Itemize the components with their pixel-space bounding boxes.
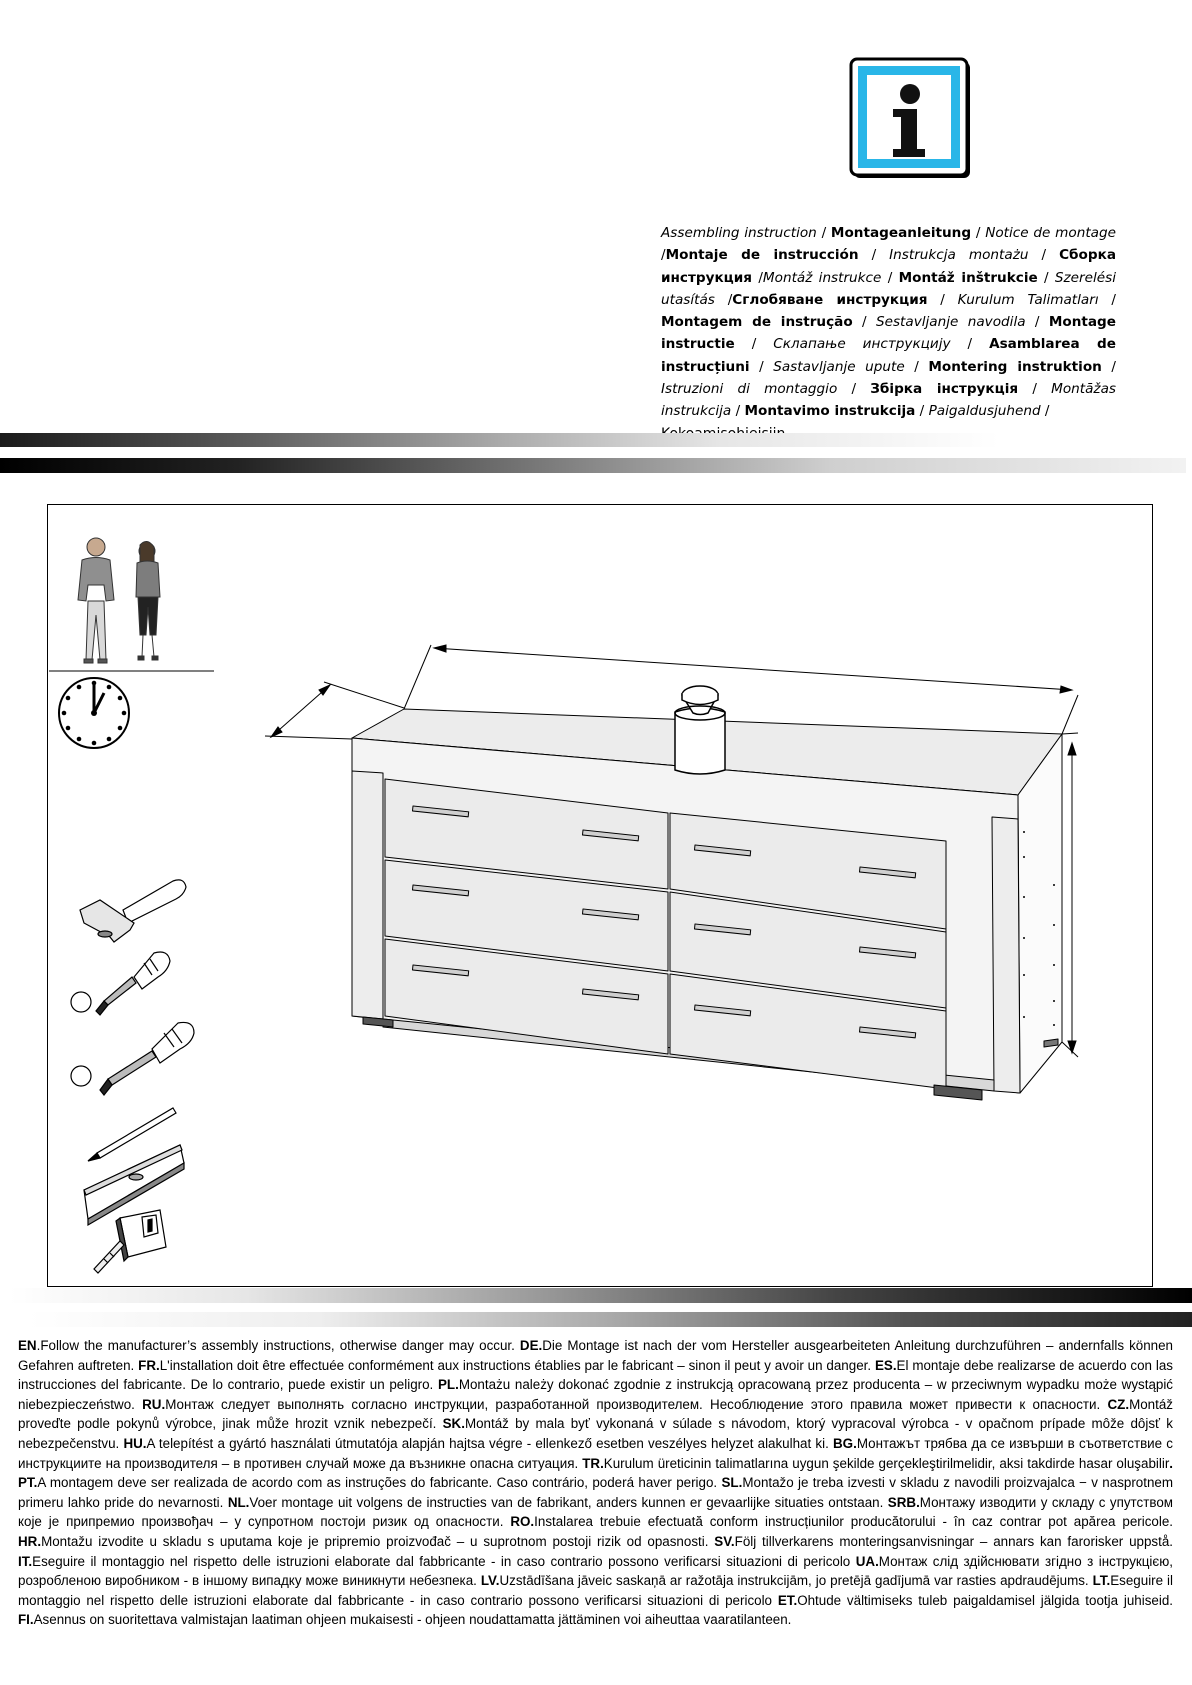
disclaimer-text: Монтаж слід здійснювати згідно з інструкцією, розробленою виробником - в іншому випадку може виникнути небезпека. [18, 1553, 1174, 1589]
disclaimer-text: Kurulum üreticinin talimatlarına uygun şekilde gerçekleştirilmelidir, aksi takdirde hasar oluşabilir [603, 1455, 1170, 1471]
language-code: LT. [1092, 1573, 1111, 1589]
weight-icon [675, 686, 725, 774]
title-item: Montaje de instrucción [665, 247, 859, 264]
title-item: Montagem de instrução [661, 314, 853, 331]
language-code: EN [18, 1338, 37, 1353]
title-item: / [1098, 291, 1117, 308]
gradient-bar-top-1 [0, 433, 1110, 447]
language-code: BG. [833, 1435, 857, 1451]
title-item: Istruzioni di montaggio [661, 381, 838, 398]
disclaimer-text: Монтажът трябва да се извърши в съответствие с инструкциите на производителя – в противен случай може да възникне опасна ситуация. [18, 1435, 1174, 1471]
language-code: IT. [18, 1553, 33, 1569]
disclaimer-text: El montaje debe realizarse de acuerdo con las instrucciones del fabricante. De lo contrario, puede existir un peligro. [18, 1357, 1173, 1393]
disclaimer-text: Följ tillverkarens monteringsanvisningar – annars kan farorisker uppstå. [734, 1533, 1173, 1549]
info-icon [849, 57, 973, 181]
language-code: HR. [18, 1533, 42, 1549]
title-item: Notice de montage [985, 225, 1116, 241]
language-code: RO. [510, 1514, 535, 1530]
title-item: Сборка инструкция [661, 247, 1116, 286]
language-code: LV. [480, 1573, 500, 1589]
title-item: / [1037, 269, 1055, 286]
title-item: Montage instructie [661, 314, 1117, 353]
language-code: HU. [123, 1435, 147, 1451]
title-item: / [858, 247, 890, 264]
disclaimer-text: Instalarea trebuie efectuată conform instrucțiunilor producătorului - în caz contrar pot apărea pericole. [534, 1514, 1173, 1530]
language-code: . PT. [18, 1455, 1174, 1491]
two-persons-icon [78, 538, 160, 663]
language-code: SL. [721, 1475, 743, 1491]
disclaimer-text: Montáž proveďte podle pokynů výrobce, jinak může hrozit vznik nebezpečí. [18, 1396, 1173, 1432]
disclaimer-text: Voer montage uit volgens de instructies van de fabrikant, anders kunnen er gevaarlijke situaties ontstaan. [249, 1494, 888, 1510]
title-item: / [1101, 358, 1116, 375]
disclaimer-text: Asennus on suoritettava valmistajan laatiman ohjeen mukaisesti - ohjeen noudattamatta jättäminen voi aiheuttaa vaaratilanteen. [33, 1612, 792, 1628]
title-item: Szerelési utasítás [661, 269, 1116, 308]
language-code: RU. [142, 1396, 166, 1412]
illustration [48, 505, 1154, 1288]
title-item: / [731, 403, 745, 420]
title-item: Paigaldusjuhend [928, 403, 1041, 420]
disclaimer-text: Uzstādīšana jāveic saskaņā ar ražotāja instrukcijām, jo pretējā gadījumā var rasties apdraudējums. [499, 1573, 1093, 1589]
illustration-frame [47, 504, 1153, 1287]
disclaimer-text: L'installation doit être effectuée conformément aux instructions établies par le fabricant – sinon il peut y avoir un danger. [159, 1357, 875, 1373]
disclaimer-text: Eseguire il montaggio nel rispetto delle istruzioni elaborate dal fabbricante - in caso contrario possono verificarsi situazioni di pericolo [18, 1573, 1174, 1608]
language-code: SK. [442, 1416, 465, 1432]
safety-disclaimer [18, 1336, 1173, 1630]
language-code: NL. [227, 1494, 250, 1510]
language-code: CZ. [1107, 1396, 1130, 1412]
title-item: / [927, 291, 958, 308]
language-code: FI. [18, 1612, 34, 1628]
language-code: FR. [138, 1357, 160, 1373]
title-item: / [1028, 247, 1060, 264]
title-item: Збірка інструкція [870, 381, 1019, 398]
title-item: / [714, 291, 733, 308]
tape-measure-icon [94, 1210, 166, 1273]
language-code: DE. [519, 1338, 543, 1353]
gradient-bar-top-2 [0, 458, 1186, 473]
language-code: TR. [582, 1455, 604, 1471]
title-item: / [749, 358, 774, 375]
title-item: Instrukcja montażu [889, 247, 1029, 264]
language-code: SV. [714, 1533, 735, 1549]
title-item: Sastavljanje upute [773, 358, 905, 375]
disclaimer-text: Eseguire il montaggio nel rispetto delle istruzioni elaborate dal fabbricante - in caso contrario possono verificarsi situazioni di pericolo [32, 1553, 856, 1569]
cross-screwdriver-icon [71, 1022, 194, 1095]
gradient-bar-bottom-1 [10, 1288, 1192, 1303]
title-item: Asamblarea de instrucțiuni [661, 336, 1116, 375]
title-item: / [881, 269, 899, 286]
hammer-icon [80, 880, 186, 942]
title-item: Montavimo instrukcija [744, 403, 916, 420]
language-code: ET. [777, 1592, 798, 1608]
title-item: Montering instruktion [928, 358, 1102, 375]
disclaimer-text: .Follow the manufacturer’s assembly instructions, otherwise danger may occur. [36, 1338, 520, 1353]
disclaimer-text: Montażu należy dokonać zgodnie z instrukcją opracowaną przez producenta – w przeciwnym wypadku może wystąpić niebezpieczeństwo. [18, 1377, 1174, 1412]
title-item: Сглобяване инструкция [732, 291, 928, 308]
title-item: / [837, 381, 871, 398]
flat-screwdriver-icon [71, 952, 170, 1015]
title-item: / [1040, 403, 1050, 420]
title-item: Montāžas instrukcija [661, 381, 1116, 420]
language-code: PL. [437, 1377, 459, 1393]
title-item: Montáž inštrukcie [898, 269, 1038, 286]
disclaimer-text: Montažo je treba izvesti v skladu z navodili proizvajalca − v nasprotnem primeru lahko pride do nevarnosti. [18, 1475, 1174, 1510]
disclaimer-text: Montáž by mala byť vykonaná v súlade s návodom, ktorý vypracoval výrobca - v opačnom prípade môže dôjsť k nebezpečenstvu. [18, 1416, 1174, 1451]
instruction-titles [661, 222, 1116, 445]
disclaimer-text: Ohtude vältimiseks tuleb paigaldamisel jälgida tootja juhiseid. [797, 1592, 1173, 1608]
title-item: / [852, 314, 876, 331]
title-item: / [971, 225, 986, 241]
disclaimer-text: Die Montage ist nach der vom Hersteller ausgearbeiteten Anleitung durchzuführen – andernfalls können Gefahren auftreten. [18, 1338, 1174, 1373]
title-item: Montageanleitung [830, 225, 972, 241]
clock-icon [59, 678, 129, 748]
title-item: Склапање инструкцију [773, 336, 951, 353]
title-item: / [915, 403, 929, 420]
title-item: / [950, 336, 990, 353]
disclaimer-text: A telepítést a gyártó használati útmutatója alapján hajtsa végre - ellenkező esetben veszélyes helyzet alakulhat ki. [146, 1435, 834, 1451]
title-item: / [661, 247, 666, 264]
title-item: / [1025, 314, 1049, 331]
language-code: UA. [855, 1553, 879, 1569]
title-item: / [734, 336, 774, 353]
disclaimer-text: A montagem deve ser realizada de acordo com as instruções do fabricante. Caso contrário, poderá haver perigo. [37, 1475, 722, 1491]
title-item: Sestavljanje navodila [875, 314, 1026, 331]
title-item: Assembling instruction [661, 225, 817, 241]
title-item: / [1018, 381, 1052, 398]
title-item: Kurulum Talimatları [957, 291, 1099, 308]
title-item: / [816, 225, 831, 241]
disclaimer-text: Монтажу изводити у складу с упутством које је припремио произвођач – у супротном постоји ризик од опасности. [18, 1494, 1173, 1530]
disclaimer-text: Монтаж следует выполнять согласно инструкции, разработанной производителем. Несоблюдение этого правила может привести к опасности. [165, 1396, 1108, 1412]
title-item: / [752, 269, 763, 286]
language-code: SRB. [887, 1494, 920, 1510]
gradient-bar-bottom-2 [28, 1312, 1192, 1327]
language-code: ES. [874, 1357, 897, 1373]
title-item: Montáž instrukce [762, 269, 882, 286]
title-item: / [904, 358, 929, 375]
disclaimer-text: Montažu izvodite u skladu s uputama koje je pripremio proizvođač – u suprotnom postoji rizik od opasnosti. [41, 1533, 715, 1549]
